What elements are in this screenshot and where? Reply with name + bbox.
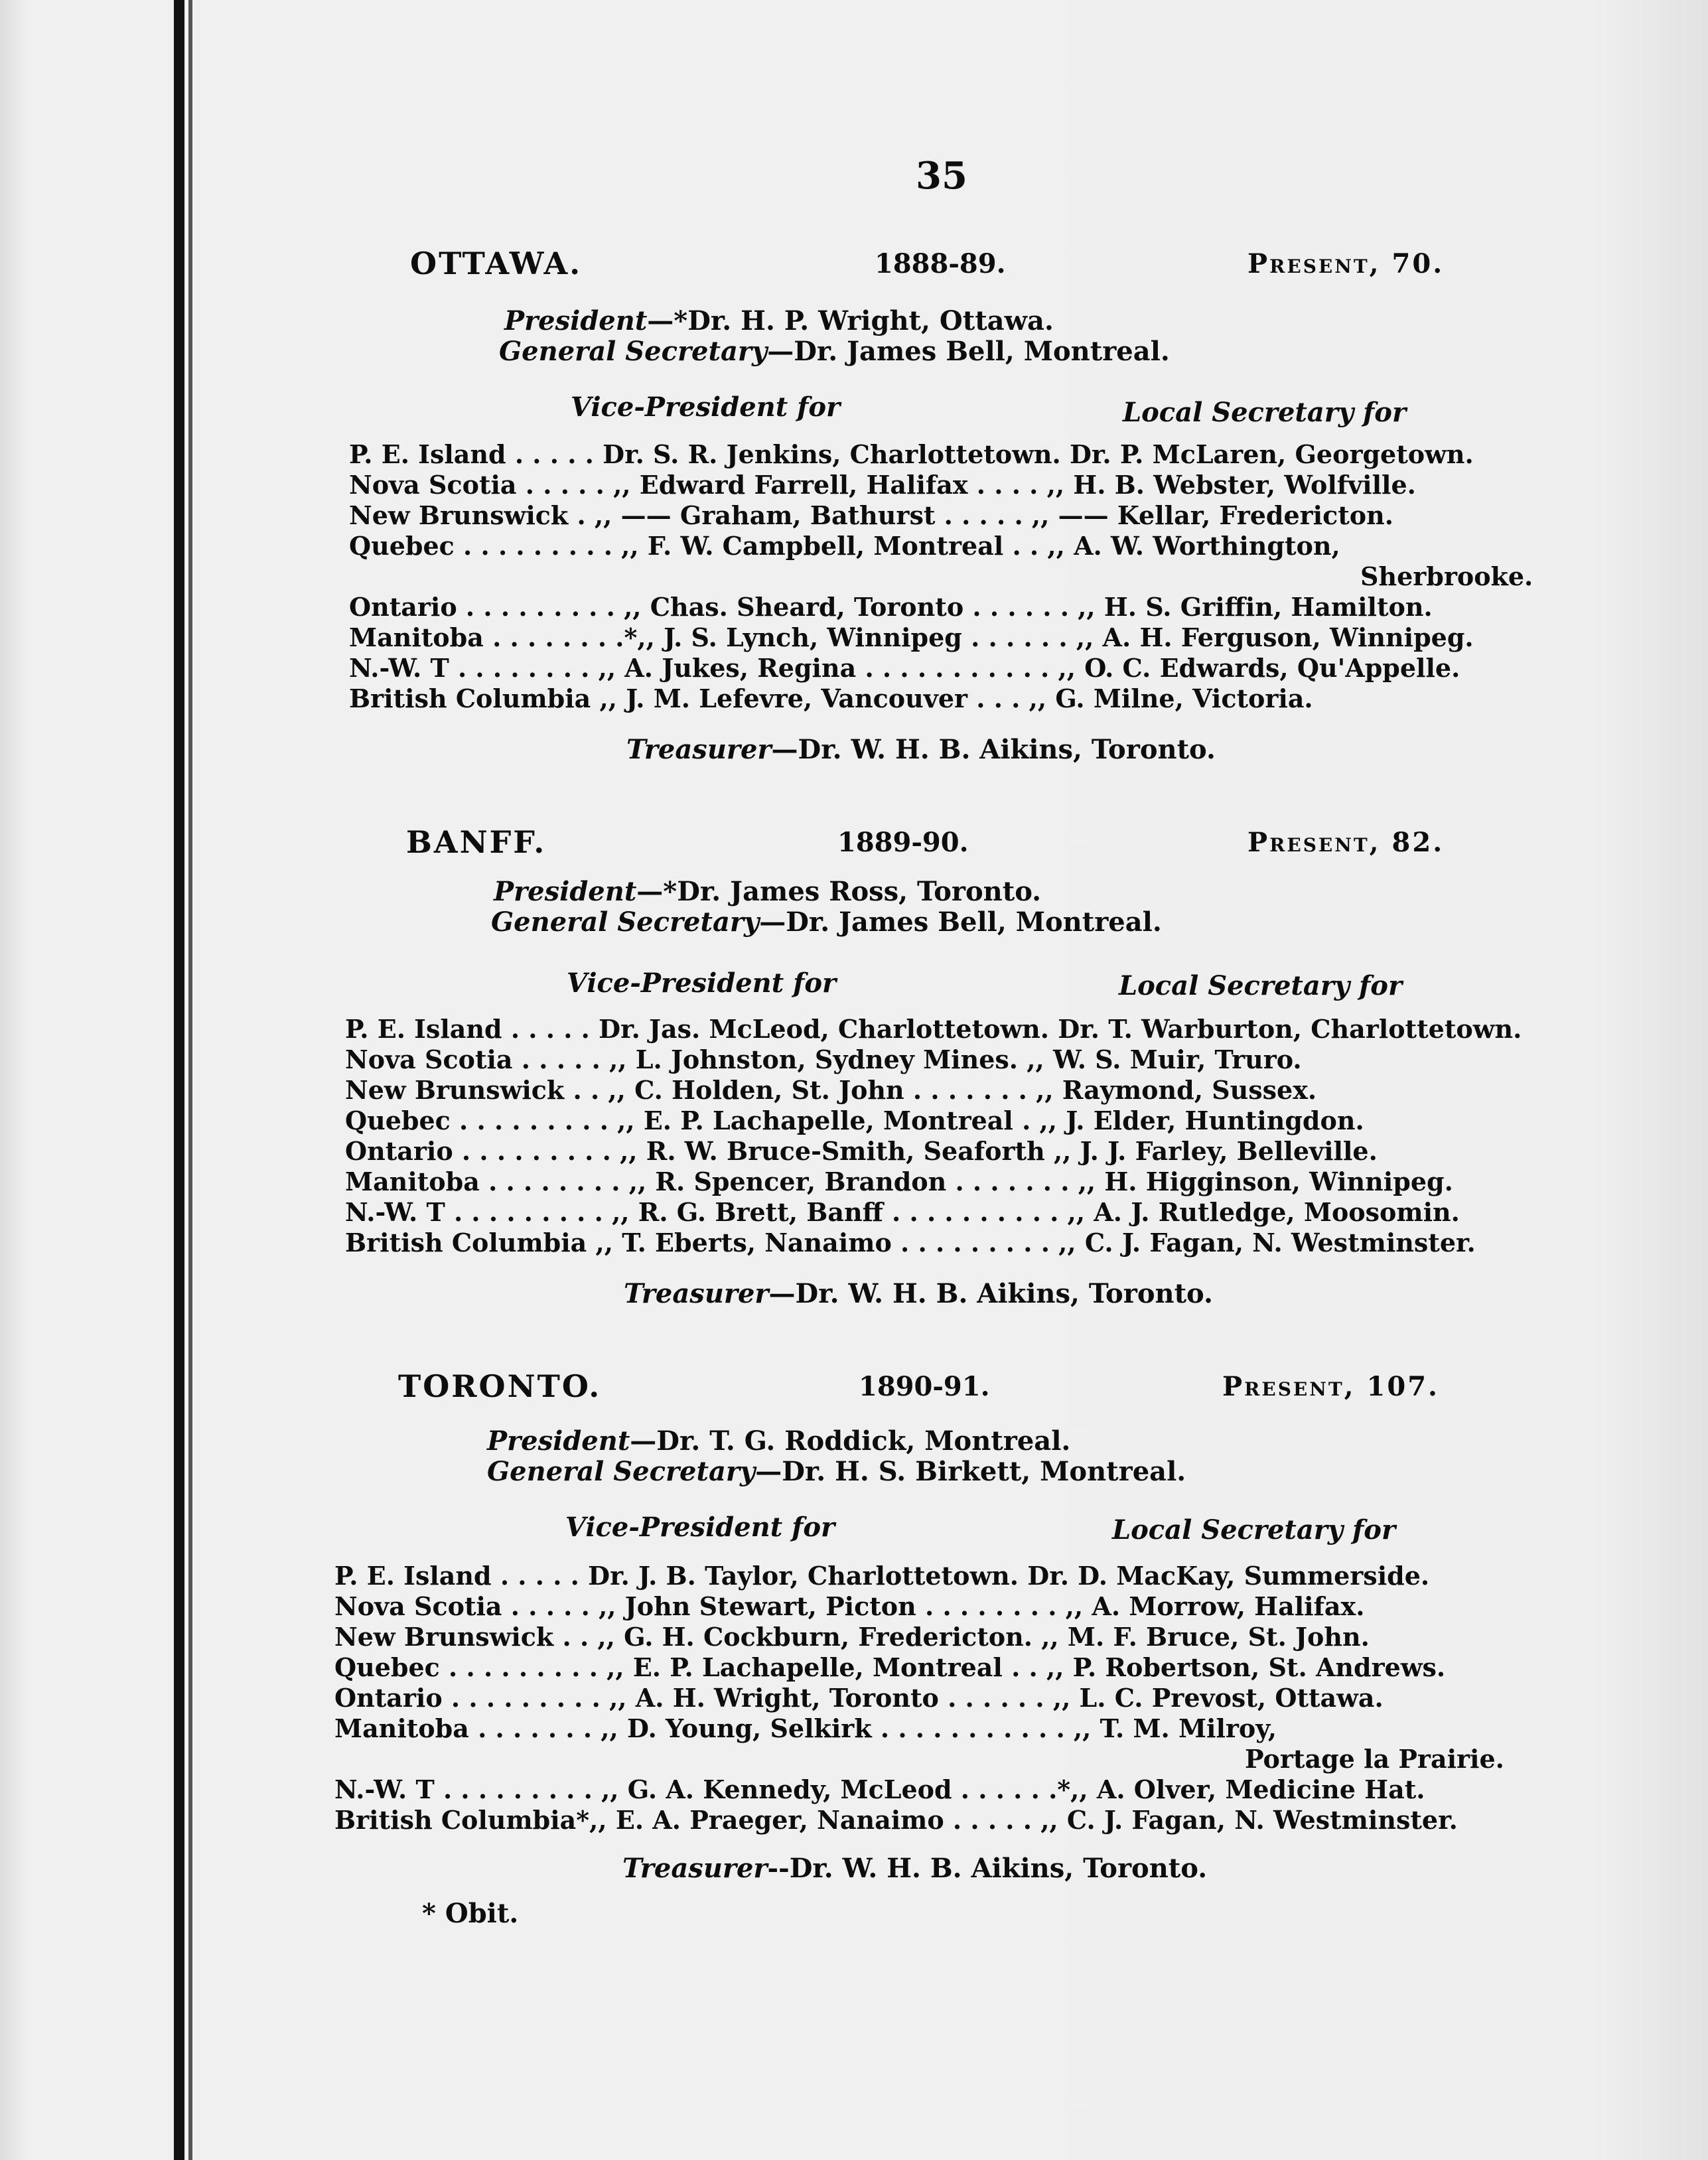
general-secretary-line [491,906,1162,938]
local-secretary-header: Local Secretary for [1112,1514,1396,1546]
table-row: N.-W. T . . . . . . . . . ,, G. A. Kennedy, McLeod . . . . . .*,, A. Olver, Medicine Hat. [334,1774,1425,1804]
local-secretary-header: Local Secretary for [1119,970,1403,1001]
page-number: 35 [916,154,967,198]
general-secretary-label: General Secretary [491,906,760,938]
binding-shadow [188,0,192,2160]
treasurer-line [622,1853,1207,1884]
president-name: —*Dr. James Ross, Toronto. [636,876,1042,907]
table-row: P. E. Island . . . . . Dr. Jas. McLeod, Charlottetown. Dr. T. Warburton, Charlottetown. [345,1014,1522,1044]
table-row: New Brunswick . ,, —— Graham, Bathurst . . . . . ,, —— Kellar, Fredericton. [349,500,1394,530]
table-row: Ontario . . . . . . . . . ,, Chas. Sheard, Toronto . . . . . . ,, H. S. Griffin, Hamilton. [349,592,1433,622]
table-row-continuation: Sherbrooke. [1360,561,1533,591]
table-row: British Columbia ,, T. Eberts, Nanaimo . . . . . . . . . ,, C. J. Fagan, N. Westminster. [345,1228,1476,1258]
section-year: 1890-91. [859,1371,990,1402]
general-secretary-name: —Dr. James Bell, Montreal. [759,906,1162,938]
table-row: Nova Scotia . . . . . ,, L. Johnston, Sydney Mines. ,, W. S. Muir, Truro. [345,1044,1302,1074]
section-present: Present, 107. [1222,1371,1439,1402]
section-city: OTTAWA. [410,246,583,281]
section-present: Present, 70. [1247,248,1445,279]
vice-president-header: Vice-President for [567,968,837,999]
table-row: Quebec . . . . . . . . . ,, F. W. Campbell, Montreal . . ,, A. W. Worthington, [349,531,1340,561]
president-label: President [494,876,637,907]
general-secretary-name: —Dr. James Bell, Montreal. [767,336,1170,367]
table-row: Ontario . . . . . . . . . ,, A. H. Wright, Toronto . . . . . . ,, L. C. Prevost, Ottawa. [334,1683,1384,1713]
table-row: Quebec . . . . . . . . . ,, E. P. Lachapelle, Montreal . . ,, P. Robertson, St. Andrews. [334,1652,1446,1682]
treasurer-name: —Dr. W. H. B. Aikins, Toronto. [768,1278,1213,1309]
general-secretary-label: General Secretary [487,1456,756,1487]
table-row: New Brunswick . . ,, G. H. Cockburn, Fredericton. ,, M. F. Bruce, St. John. [334,1622,1370,1652]
table-row: N.-W. T . . . . . . . . ,, A. Jukes, Regina . . . . . . . . . . . ,, O. C. Edwards, Qu'Appelle. [349,653,1460,683]
table-row: Manitoba . . . . . . . .*,, J. S. Lynch, Winnipeg . . . . . . ,, A. H. Ferguson, Winnipeg. [349,622,1474,652]
table-row: P. E. Island . . . . . Dr. S. R. Jenkins, Charlottetown. Dr. P. McLaren, Georgetown. [349,439,1474,469]
table-row: Manitoba . . . . . . . ,, D. Young, Selkirk . . . . . . . . . . . ,, T. M. Milroy, [334,1713,1277,1743]
table-row: P. E. Island . . . . . Dr. J. B. Taylor, Charlottetown. Dr. D. MacKay, Summerside. [334,1561,1430,1591]
vice-president-header: Vice-President for [571,392,841,423]
table-row: N.-W. T . . . . . . . . . ,, R. G. Brett, Banff . . . . . . . . . . ,, A. J. Rutledge, Moosomin. [345,1197,1460,1227]
general-secretary-label: General Secretary [499,336,768,367]
general-secretary-name: —Dr. H. S. Birkett, Montreal. [755,1456,1186,1487]
treasurer-name: --Dr. W. H. B. Aikins, Toronto. [767,1853,1208,1884]
president-label: President [487,1425,630,1457]
section-city: TORONTO. [398,1368,602,1404]
section-present: Present, 82. [1247,827,1445,858]
table-row-continuation: Portage la Prairie. [1245,1744,1504,1774]
table-row: New Brunswick . . ,, C. Holden, St. John . . . . . . . ,, Raymond, Sussex. [345,1075,1317,1105]
treasurer-label: Treasurer [626,734,772,765]
table-row: British Columbia*,, E. A. Praeger, Nanaimo . . . . . ,, C. J. Fagan, N. Westminster. [334,1805,1458,1835]
treasurer-label: Treasurer [622,1853,768,1884]
treasurer-line [624,1278,1213,1309]
president-name: —*Dr. H. P. Wright, Ottawa. [647,305,1054,336]
president-label: President [504,305,648,336]
table-row: Nova Scotia . . . . . ,, John Stewart, Picton . . . . . . . . ,, A. Morrow, Halifax. [334,1591,1365,1621]
table-row: Ontario . . . . . . . . . ,, R. W. Bruce-Smith, Seaforth ,, J. J. Farley, Belleville. [345,1136,1378,1166]
section-year: 1888-89. [875,248,1006,279]
footnote-obit: * Obit. [422,1898,519,1929]
president-line [487,1425,1070,1457]
table-row: Quebec . . . . . . . . . ,, E. P. Lachapelle, Montreal . ,, J. Elder, Huntingdon. [345,1106,1364,1135]
section-city: BANFF. [406,824,547,860]
local-secretary-header: Local Secretary for [1123,397,1407,428]
vice-president-header: Vice-President for [565,1512,835,1543]
binding-edge [174,0,184,2160]
president-line [504,305,1054,336]
general-secretary-line [499,336,1170,367]
table-row: Nova Scotia . . . . . ,, Edward Farrell, Halifax . . . . ,, H. B. Webster, Wolfville. [349,470,1416,500]
table-row: Manitoba . . . . . . . . ,, R. Spencer, Brandon . . . . . . . ,, H. Higginson, Winnipeg. [345,1167,1453,1196]
treasurer-label: Treasurer [624,1278,769,1309]
president-line [494,876,1041,907]
treasurer-name: —Dr. W. H. B. Aikins, Toronto. [771,734,1216,765]
table-row: British Columbia ,, J. M. Lefevre, Vancouver . . . ,, G. Milne, Victoria. [349,684,1313,713]
treasurer-line [626,734,1216,765]
section-year: 1889-90. [837,827,969,858]
general-secretary-line [487,1456,1186,1487]
president-name: —Dr. T. G. Roddick, Montreal. [630,1425,1071,1457]
